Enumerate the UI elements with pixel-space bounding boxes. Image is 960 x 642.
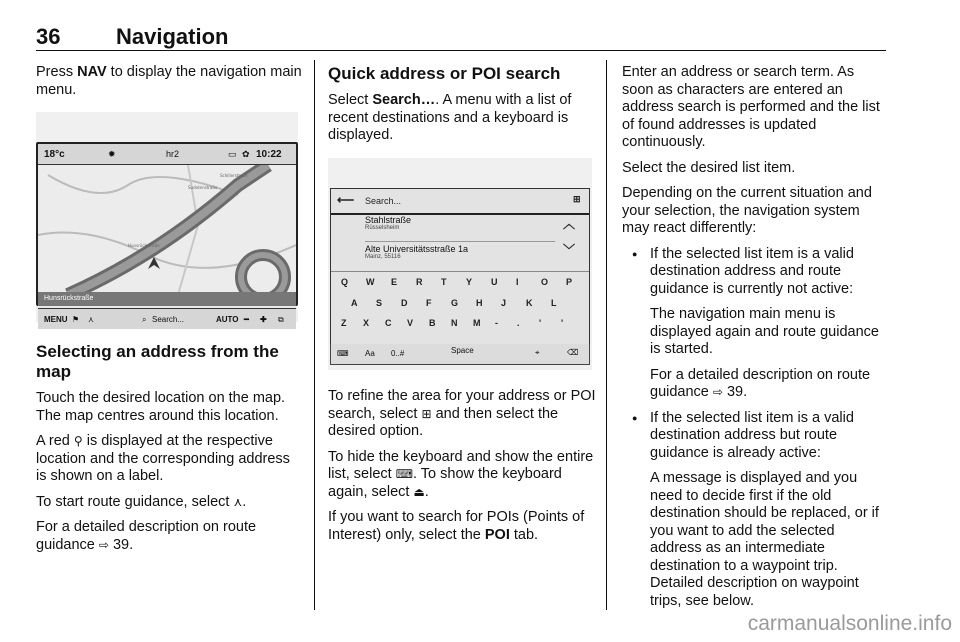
keyboard-bottom-row [330,344,590,365]
route-icon: ⋏ [233,494,243,509]
key[interactable]: S [376,298,383,308]
map-label: Schillerstraße [220,173,248,178]
paragraph: To start route guidance, select ⋏. [36,493,247,510]
key[interactable]: Z [341,318,347,328]
search-input[interactable]: Search... [365,196,402,206]
key[interactable]: P [566,277,573,287]
key[interactable]: K [526,298,533,308]
bullet-list [622,246,888,611]
key[interactable]: T [441,277,447,287]
map-view[interactable] [38,165,296,309]
search-button[interactable]: Search... [152,315,185,324]
column-2-lower [328,388,596,552]
key[interactable]: O [541,277,549,287]
key[interactable]: ' [561,318,564,328]
column-divider-1 [314,60,315,610]
keyboard-toggle-icon[interactable]: ⊞ [573,194,581,204]
keyboard-row-2 [331,293,589,315]
map-label: Hunsrückstraße [128,243,160,248]
key[interactable]: J [501,298,507,308]
flag-icon[interactable]: ⚑ [72,315,80,324]
key[interactable]: A [351,298,358,308]
list-item: ● If the selected list item is a valid destination address and route guidance is currently not active: The navigation main menu is displayed again and route guidance is started. For a detailed description on route guidance ⇨ 39. [622,246,888,402]
hide-keyboard-icon: ⌨ [395,467,414,481]
column-1-lower [36,342,302,562]
key[interactable]: Q [341,277,349,287]
paragraph: A red ⚲ is displayed at the respective location and the corresponding address is shown on a label. [36,433,290,484]
gear-icon: ✿ [242,149,250,159]
case-key[interactable]: Aa [365,349,375,358]
header-rule [36,50,886,51]
list-item[interactable]: Stahlstraße Rüsselsheim [365,215,412,231]
key[interactable]: C [385,318,392,328]
key[interactable]: Y [466,277,473,287]
zoom-out-button[interactable]: ━ [244,315,249,324]
keyboard-panel [330,188,590,346]
key[interactable]: W [366,277,375,287]
keyboard-icon[interactable]: ⌨ [337,349,349,358]
key[interactable]: R [416,277,423,287]
paragraph: Enter an address or search term. As soon as characters are entered an address search is performed and the list of found addresses is updated continuously. [622,64,880,150]
key[interactable]: . [517,318,520,328]
street-label: Hunsrückstraße [38,292,296,306]
sun-icon: ✹ [108,149,116,159]
paragraph: Select the desired list item. [622,159,796,176]
key[interactable]: - [495,318,498,328]
chevron-down-icon[interactable]: ﹀ [563,243,576,257]
section-heading-search: Quick address or POI search [328,64,561,83]
space-key[interactable]: Space [451,346,474,355]
list-item: ● If the selected list item is a valid destination address but route guidance is already active: A message is displayed and you need to decide first if the old destination should be replaced, or if you want to add the selected address as an intermediate destination to a waypoint trip. Detailed description on waypoint trips, see below. [622,410,888,611]
column-1 [36,64,302,107]
key[interactable]: H [476,298,483,308]
key[interactable]: G [451,298,459,308]
backspace-icon[interactable]: ⌫ [567,348,579,357]
watermark: carmanualsonline.info [747,612,952,635]
key[interactable]: ' [539,318,542,328]
auto-zoom-button[interactable]: AUTO [216,315,239,324]
paragraph: Select Search…. A menu with a list of recent destinations and a keyboard is displayed. [328,92,572,143]
chapter-title: Navigation [116,24,229,49]
map-label: Sudetenstraße [188,185,218,190]
paragraph: If you want to search for POIs (Points of Interest) only, select the POI tab. [328,509,585,543]
status-bar: 18°c ✹ hr2 ▭ ✿ 10:22 [38,144,296,165]
location-search-icon[interactable]: ⌖ [535,348,540,357]
key[interactable]: I [516,277,519,287]
search-bar[interactable] [331,191,589,215]
paragraph: To hide the keyboard and show the entire list, select ⌨. To show the keyboard again, select ⏏. [328,448,594,500]
page-header [36,24,886,50]
zoom-in-button[interactable]: ✚ [260,315,267,324]
key[interactable]: V [407,318,414,328]
grid-icon: ⊞ [421,406,432,421]
map-bottom-bar [38,308,296,329]
keyboard-row-3 [331,313,589,335]
menu-button[interactable]: MENU [44,315,68,324]
key[interactable]: U [491,277,498,287]
numbers-key[interactable]: 0..# [391,349,405,358]
phone-icon: ▭ [228,149,237,159]
column-divider-2 [606,60,607,610]
key[interactable]: L [551,298,557,308]
search-keyboard-screenshot [328,158,592,370]
key[interactable]: D [401,298,408,308]
column-3 [622,64,888,618]
back-arrow-icon[interactable]: ⟵ [337,193,355,207]
page-number: 36 [36,24,61,49]
search-icon: ⌕ [142,315,147,324]
column-2 [328,64,594,153]
edit-icon[interactable]: ⧉ [278,315,284,324]
key[interactable]: F [426,298,432,308]
key[interactable]: M [473,318,481,328]
paragraph: To refine the area for your address or POI search, select ⊞ and then select the desired option. [328,388,596,439]
pin-icon: ⚲ [73,434,83,448]
key[interactable]: N [451,318,458,328]
paragraph: Touch the desired location on the map. The map centres around this location. [36,390,286,424]
paragraph: Depending on the current situation and your selection, the navigation system may react differently: [622,185,872,236]
reference-arrow-icon: ⇨ [98,537,109,552]
section-heading-map: Selecting an address from the map [36,342,279,381]
reference-arrow-icon: ⇨ [712,385,723,399]
show-keyboard-icon: ⏏ [413,484,425,499]
key[interactable]: B [429,318,436,328]
key[interactable]: X [363,318,370,328]
navigation-map-screenshot [36,112,298,322]
intro-paragraph: Press NAV to display the navigation main menu. [36,64,302,98]
route-icon[interactable]: ⋏ [88,315,94,324]
chevron-up-icon[interactable]: ︿ [563,217,576,231]
list-item[interactable]: Alte Universitätsstraße 1a Mainz, 55116 [365,241,555,260]
keyboard-row-1 [331,271,589,294]
key[interactable]: E [391,277,398,287]
paragraph: For a detailed description on route guidance ⇨ 39. [36,519,257,553]
